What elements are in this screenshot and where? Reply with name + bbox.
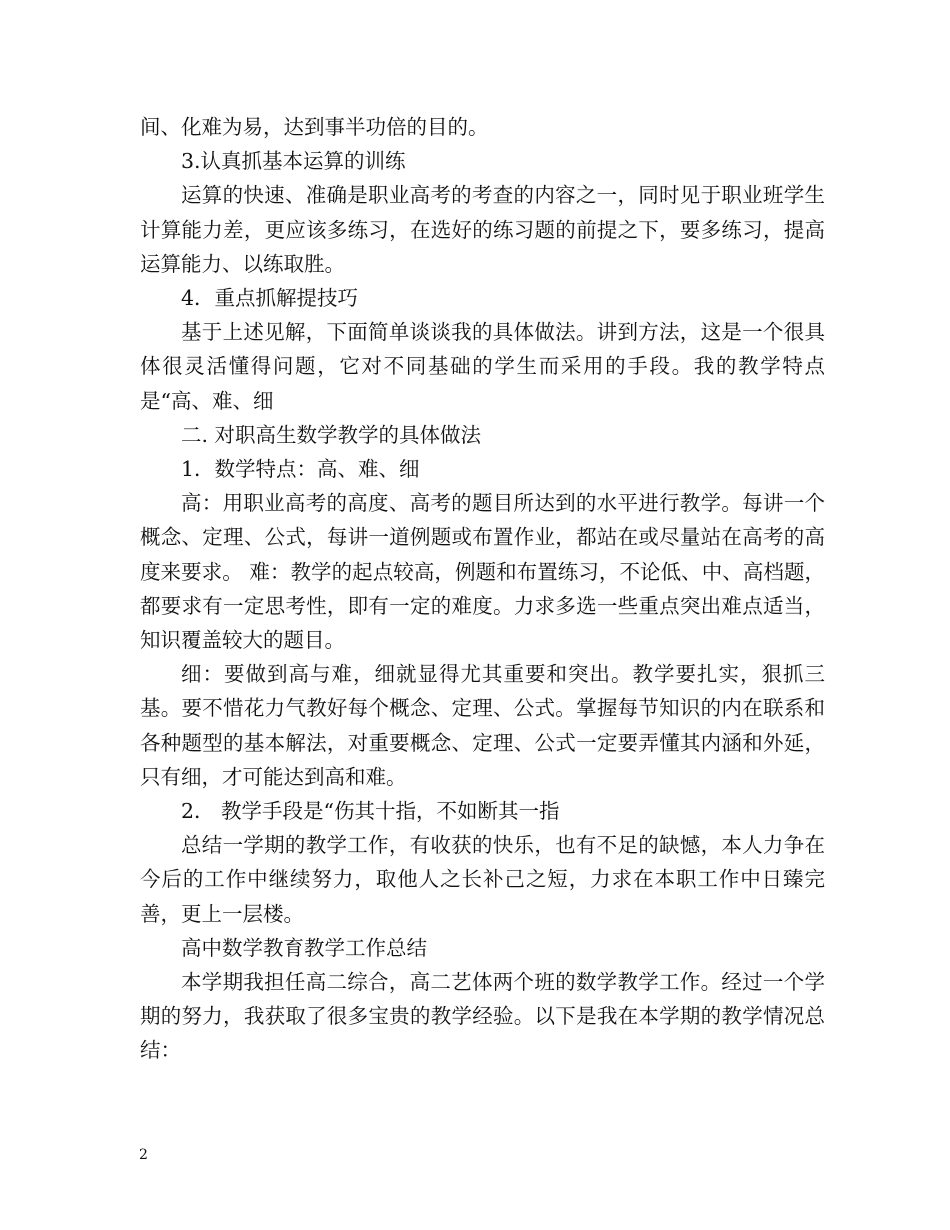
paragraph-1: 间、化难为易，达到事半功倍的目的。 [140, 115, 489, 139]
paragraph-7-heading: 1．数学特点：高、难、细 [181, 457, 420, 482]
paragraph-5: 基于上述见解，下面简单谈谈我的具体做法。讲到方法，这是一个很具体很灵活懂得问题，它对不同基础的学生而采用的手段。我的教学特点是“高、难、细 [140, 320, 825, 413]
paragraph-13: 本学期我担任高二综合，高二艺体两个班的数学教学工作。经过一个学期的努力，我获取了很多宝贵的教学经验。以下是我在本学期的教学情况总结： [140, 970, 825, 1063]
paragraph-2-heading: 3.认真抓基本运算的训练 [181, 149, 406, 174]
page-number: 2 [139, 1147, 148, 1163]
paragraph-9: 细：要做到高与难，细就显得尤其重要和突出。教学要扎实，狠抓三基。要不惜花力气教好每个概念、定理、公式。掌握每节知识的内在联系和各种题型的基本解法，对重要概念、定理、公式一定要弄懂其内涵和外延，只有细，才可能达到高和难。 [140, 662, 825, 789]
paragraph-11: 总结一学期的教学工作，有收获的快乐，也有不足的缺憾，本人力争在今后的工作中继续努力，取他人之长补己之短，力求在本职工作中日臻完善，更上一层楼。 [140, 833, 825, 926]
paragraph-12-title: 高中数学教育教学工作总结 [181, 935, 427, 960]
paragraph-4-heading: 4．重点抓解提技巧 [181, 286, 359, 311]
paragraph-6-heading: 二. 对职高生数学教学的具体做法 [181, 422, 482, 447]
document-body [140, 110, 825, 1068]
paragraph-10-heading: 2． 教学手段是“伤其十指，不如断其一指 [181, 799, 560, 824]
paragraph-3: 运算的快速、准确是职业高考的考查的内容之一，同时见于职业班学生计算能力差，更应该多练习，在选好的练习题的前提之下，要多练习，提高运算能力、以练取胜。 [140, 183, 825, 276]
paragraph-8: 高：用职业高考的高度、高考的题目所达到的水平进行教学。每讲一个概念、定理、公式，每讲一道例题或布置作业，都站在或尽量站在高考的高度来要求。 难：教学的起点较高，例题和布置练习，不论低、中、高档题，都要求有一定思考性，即有一定的难度。力求多选一些重点突出难点适当，知识覆盖较大的题目。 [140, 491, 825, 653]
